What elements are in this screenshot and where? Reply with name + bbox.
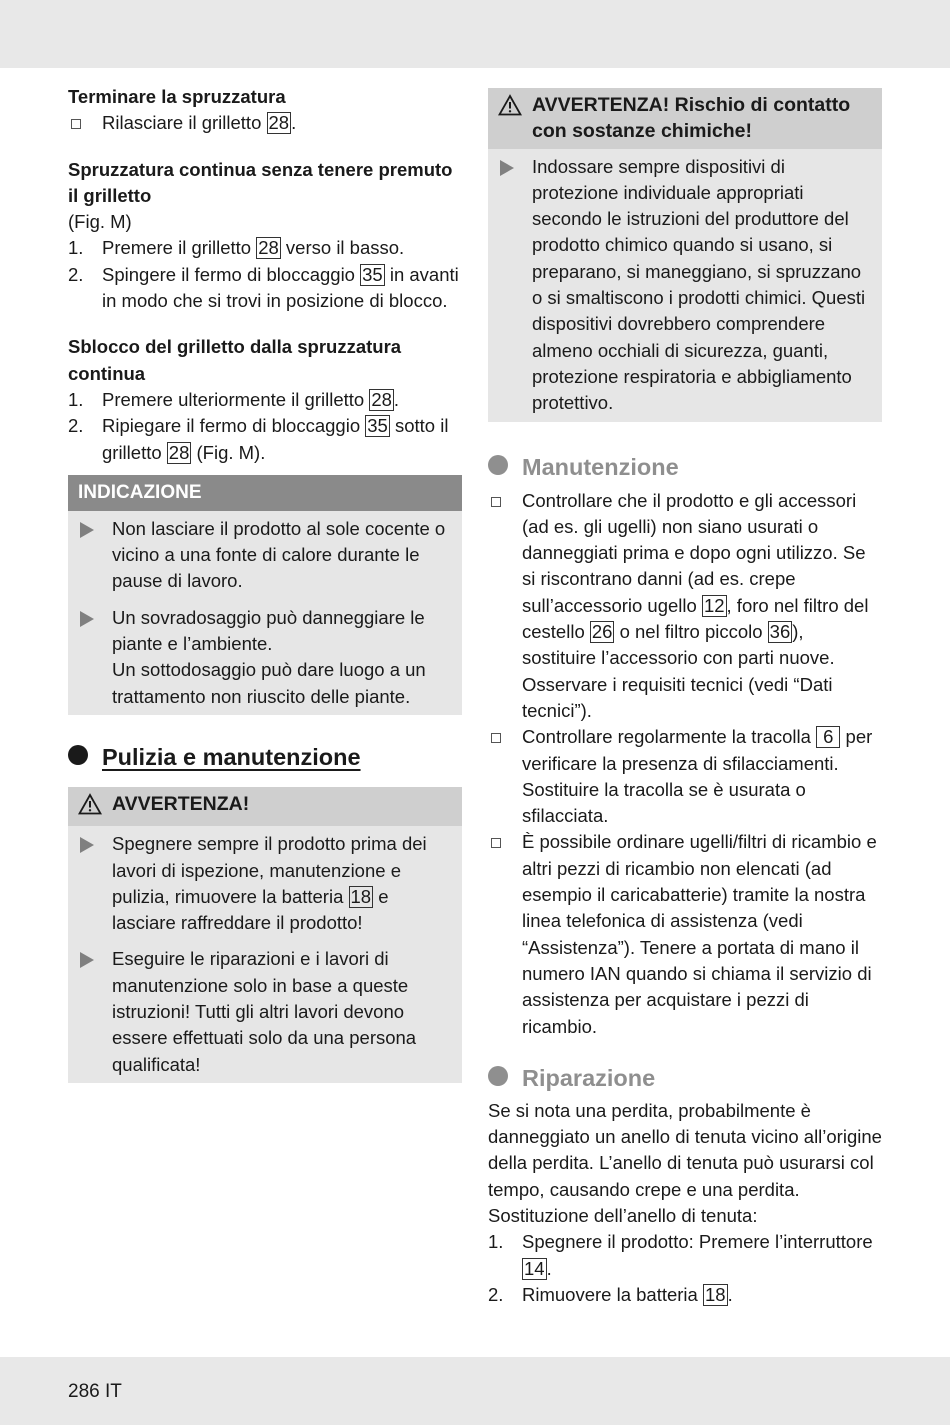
list-item-text: Rilasciare il grilletto 28 . — [102, 112, 297, 134]
ref-number: 35 — [367, 415, 388, 437]
step-number: 1. — [488, 1231, 504, 1253]
warning-item-text: Indossare sempre dispositivi di protezione individuale appropriati secondo le istruzioni del produttore del prodotto chimico quando si usano, si preparano, si maneggiano, si spruzzano o si smaltiscono i prodotti chimici. Questi dispositivi dovrebbero comprendere almeno occhiali di sicurezza, guanti, protezione respiratoria e abbigliamento protettivo. — [532, 155, 866, 414]
warning-triangle-icon — [498, 94, 532, 123]
list-item-text: Controllare regolarmente la tracolla 6 per verificare la presenza di sfilacciamenti. Sostituire la tracolla se è usurata o sfilacciata. — [522, 726, 873, 827]
notice-item — [78, 605, 450, 710]
ref-number: 18 — [704, 1283, 726, 1305]
section-heading-text: Pulizia e manutenzione — [102, 743, 361, 770]
notice-indicazione — [68, 475, 462, 715]
header-band — [0, 0, 950, 68]
list-item-text: Ripiegare il fermo di bloccaggio 35 sotto il grilletto 28 (Fig. M). — [102, 415, 449, 463]
ref-number: 14 — [524, 1257, 545, 1279]
triangle-arrow-icon — [78, 831, 112, 860]
notice-item-text: Non lasciare il prodotto al sole cocente o vicino a una fonte di calore durante le pause di lavoro. — [112, 517, 446, 592]
footer-band — [0, 1357, 950, 1425]
ref-number: 12 — [703, 594, 725, 616]
list-item — [488, 724, 882, 829]
warning-item — [78, 831, 450, 936]
ref-number: 26 — [591, 621, 613, 643]
step-number: 1. — [68, 237, 84, 259]
section-heading-pulizia — [68, 739, 462, 775]
list-item-text: Premere il grilletto 28 verso il basso. — [102, 237, 405, 259]
triangle-arrow-icon — [78, 946, 112, 975]
list-item-text: Spingere il fermo di bloccaggio 35 in avanti in modo che si trovi in posizione di blocco. — [102, 263, 459, 312]
list-item — [68, 262, 462, 315]
notice-body — [68, 511, 462, 715]
section-title: Terminare la spruzzatura — [68, 86, 286, 107]
list-item-text: Controllare che il prodotto e gli accessori (ad es. gli ugelli) non siano usurati o danneggiati prima e dopo ogni utilizzo. Se si riscontrano danni (ad es. crepe sull’accessorio ugello 12 , foro nel filtro del cestello 26 o nel filtro piccolo 36 ), sostituire l’accessorio con parti nuove. Osservare i requisiti tecnici (vedi “Dati tecnici”). — [522, 489, 869, 721]
checkbox-square-icon — [68, 110, 102, 136]
section-sblocco — [68, 334, 462, 465]
figure-ref: (Fig. M) — [68, 211, 132, 233]
list-item-text: È possibile ordinare ugelli/filtri di ricambio e altri pezzi di ricambio non elencati (ad esempio il caricabatterie) tramite la nostra linea telefonica di assistenza (vedi “Assistenza”). Tenere a portata di mano il numero IAN quando si chiama il servizio di assistenza per acquistare i pezzi di ricambio. — [522, 831, 877, 1037]
section-heading-text: Manutenzione — [522, 454, 679, 481]
triangle-arrow-icon — [78, 605, 112, 634]
step-number: 2. — [488, 1283, 504, 1305]
checkbox-square-icon — [488, 829, 522, 855]
ref-number: 36 — [769, 621, 791, 643]
warning-body — [488, 149, 882, 422]
section-heading-riparazione — [488, 1060, 882, 1096]
list-item — [68, 387, 462, 413]
warning-item — [78, 946, 450, 1077]
ref-number: 18 — [350, 885, 372, 907]
step-number: 1. — [68, 388, 84, 410]
ref-number: 35 — [362, 263, 383, 285]
warning-triangle-icon — [78, 793, 112, 822]
list-item — [488, 488, 882, 725]
list-item — [68, 110, 462, 136]
repair-section — [488, 1098, 882, 1308]
ref-number: 28 — [258, 237, 279, 259]
section-title: Spruzzatura continua senza tenere premuto il grilletto — [68, 158, 453, 206]
step-number: 2. — [68, 263, 84, 285]
section-heading-manutenzione — [488, 450, 882, 486]
maintenance-list — [488, 488, 882, 1040]
warning-item-text: Spegnere sempre il prodotto prima dei lavori di ispezione, manutenzione e pulizia, rimuovere la batteria 18 e lasciare raffreddare il prodotto! — [112, 833, 427, 934]
circle-bullet-icon — [488, 454, 522, 480]
section-terminare — [68, 84, 462, 137]
warning-heading: AVVERTENZA! — [68, 787, 462, 826]
step-number: 2. — [68, 415, 84, 437]
notice-item-text: Un sovradosaggio può danneggiare le piante e l’ambiente. Un sottodosaggio può dare luogo a un trattamento non riuscito delle piante. — [112, 606, 426, 707]
page-number: 286 IT — [68, 1381, 122, 1402]
list-item — [68, 413, 462, 466]
checkbox-square-icon — [488, 724, 522, 750]
warning-body — [68, 826, 462, 1083]
ref-number: 6 — [816, 726, 840, 748]
list-item — [488, 1282, 882, 1308]
right-column — [488, 88, 882, 1308]
repair-intro: Se si nota una perdita, probabilmente è danneggiato un anello di tenuta vicino all’origine della perdita. L’anello di tenuta può usurarsi col tempo, causando crepe e una perdita. Sostituzione dell’anello di tenuta: — [488, 1099, 882, 1226]
triangle-arrow-icon — [498, 154, 532, 183]
list-item — [488, 829, 882, 1039]
checkbox-square-icon — [488, 488, 522, 514]
list-item — [488, 1229, 882, 1282]
ref-number: 28 — [371, 388, 392, 410]
list-item-text: Spegnere il prodotto: Premere l’interruttore 14 . — [522, 1231, 873, 1279]
notice-item — [78, 516, 450, 595]
notice-heading: INDICAZIONE — [68, 475, 462, 511]
circle-bullet-icon — [68, 744, 102, 770]
list-item-text: Premere ulteriormente il grilletto 28 . — [102, 388, 400, 410]
triangle-arrow-icon — [78, 516, 112, 545]
ref-number: 28 — [168, 441, 190, 463]
circle-bullet-icon — [488, 1065, 522, 1091]
warning-item — [498, 154, 870, 417]
ref-number: 28 — [268, 112, 290, 134]
list-item-text: Rimuovere la batteria 18 . — [522, 1283, 733, 1305]
section-title: Sblocco del grilletto dalla spruzzatura continua — [68, 336, 402, 384]
section-continua — [68, 157, 462, 315]
warning-avvertenza — [68, 787, 462, 1083]
warning-chemicals — [488, 88, 882, 422]
left-column — [68, 84, 462, 1083]
warning-heading: AVVERTENZA! Rischio di contatto con sostanze chimiche! — [488, 88, 882, 149]
warning-item-text: Eseguire le riparazioni e i lavori di manutenzione solo in base a queste istruzioni! Tutti gli altri lavori devono essere effettuati solo da una persona qualificata! — [112, 948, 417, 1075]
list-item — [68, 235, 462, 261]
section-heading-text: Riparazione — [522, 1064, 656, 1091]
